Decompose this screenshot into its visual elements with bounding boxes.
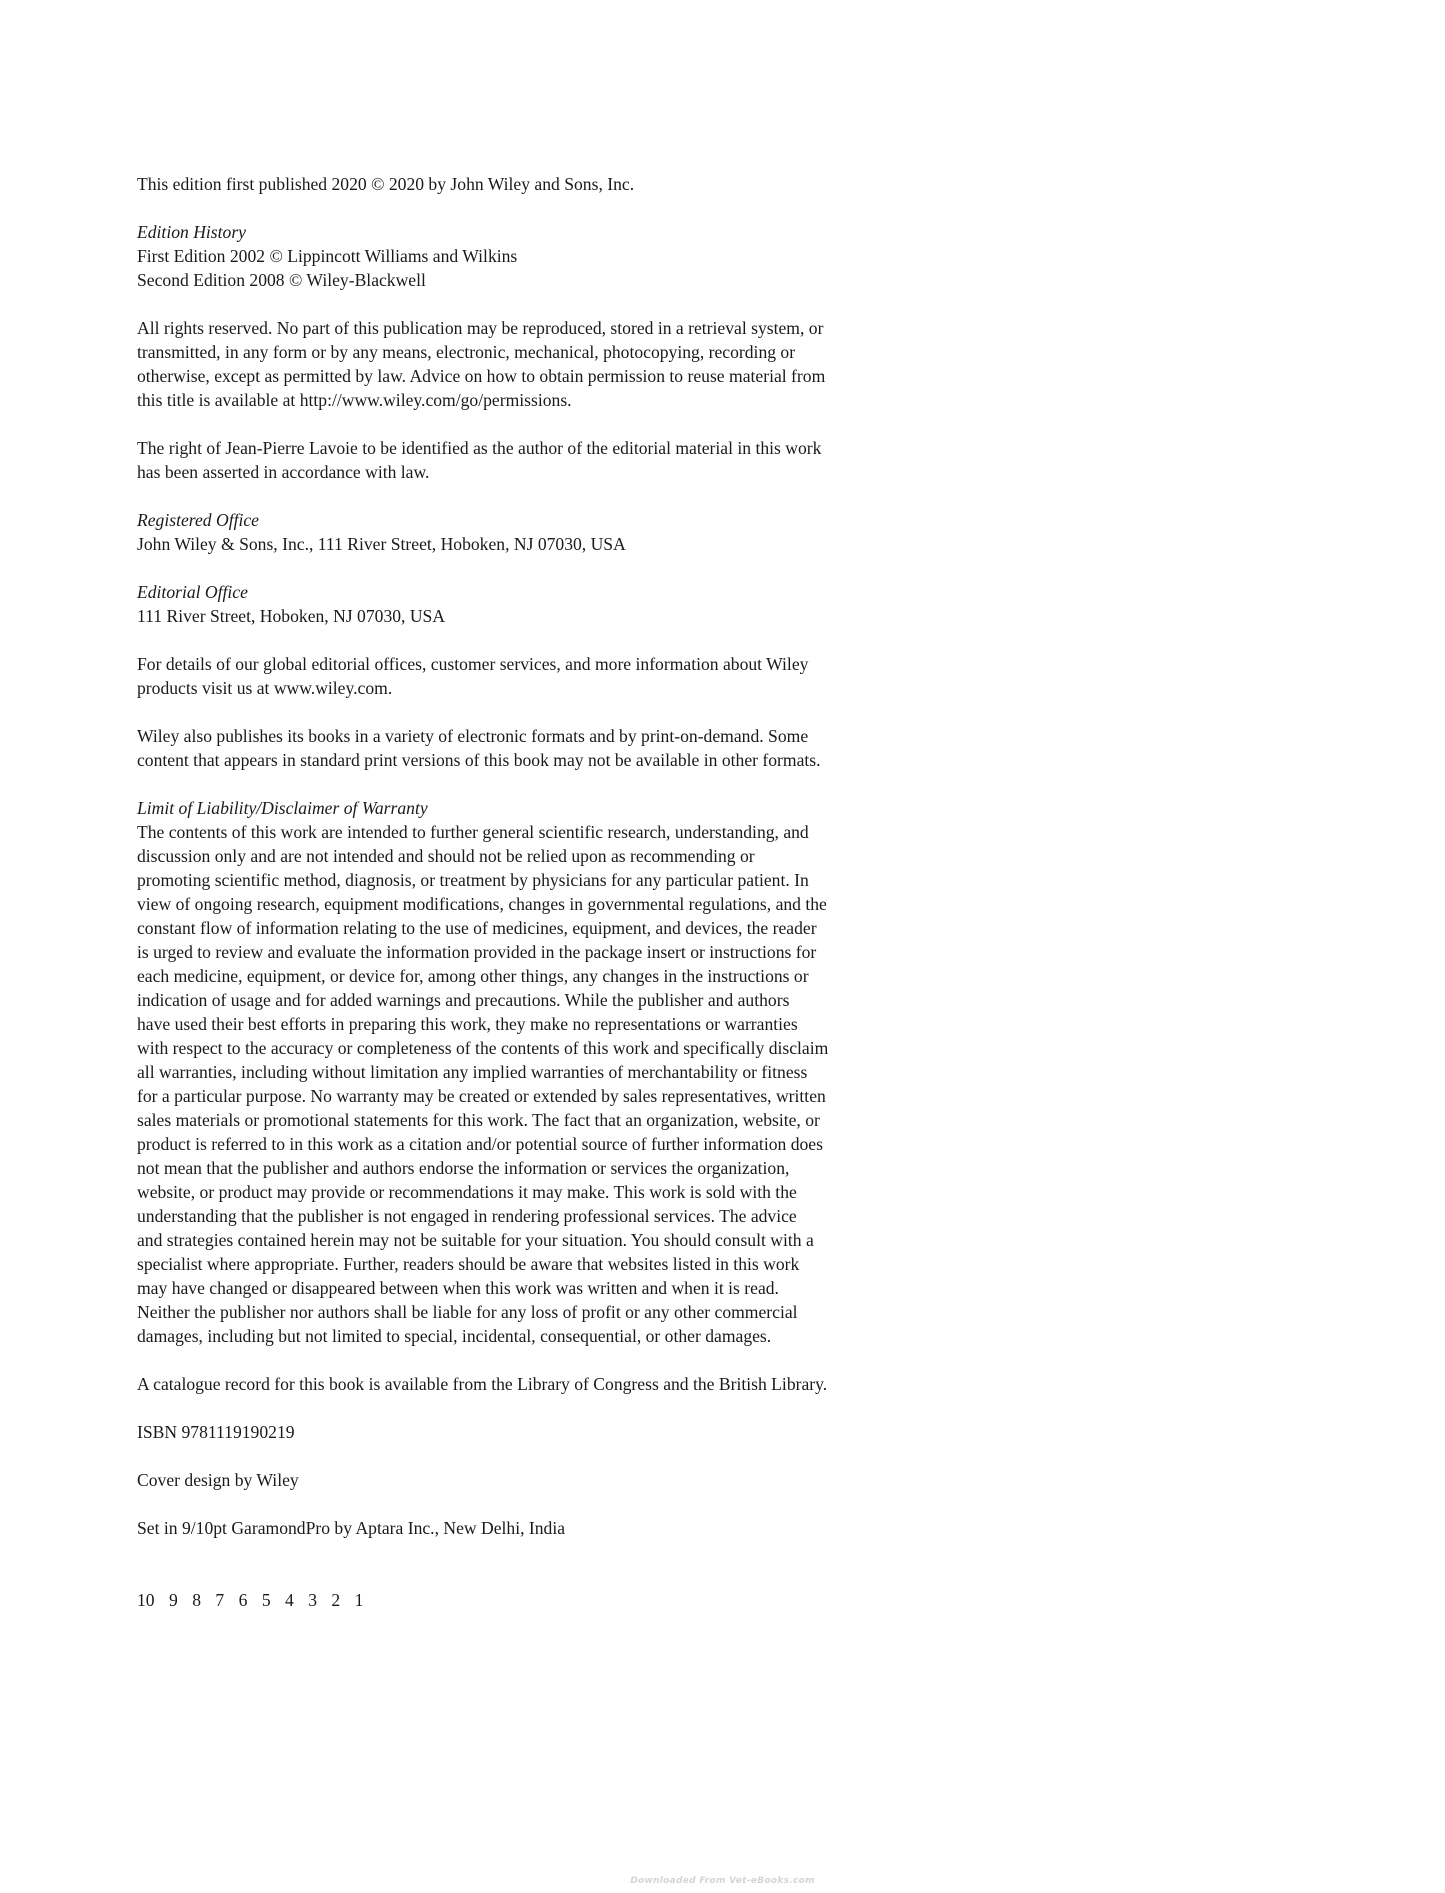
paragraph-line: specialist where appropriate. Further, readers should be aware that websites listed in this work: [137, 1254, 800, 1274]
paragraph-line: The contents of this work are intended to further general scientific research, understanding, and: [137, 822, 809, 842]
paragraph-line: content that appears in standard print versions of this book may not be available in other formats.: [137, 750, 821, 770]
liability-heading: Limit of Liability/Disclaimer of Warranty: [137, 798, 428, 818]
edition-history-heading: Edition History: [137, 222, 246, 242]
paragraph-line: product is referred to in this work as a citation and/or potential source of further information does: [137, 1134, 823, 1154]
paragraph-line: All rights reserved. No part of this publication may be reproduced, stored in a retrieval system, or: [137, 318, 824, 338]
rights-reserved-paragraph: [137, 316, 877, 412]
print-number: 10: [137, 1590, 155, 1610]
paragraph-line: For details of our global editorial offices, customer services, and more information about Wiley: [137, 654, 809, 674]
paragraph-line: may have changed or disappeared between when this work was written and when it is read.: [137, 1278, 779, 1298]
paragraph-line: indication of usage and for added warnings and precautions. While the publisher and authors: [137, 990, 790, 1010]
paragraph-line: sales materials or promotional statements for this work. The fact that an organization, website, or: [137, 1110, 820, 1130]
paragraph-line: Wiley also publishes its books in a variety of electronic formats and by print-on-demand. Some: [137, 726, 809, 746]
print-number: 9: [169, 1590, 178, 1610]
print-number: 4: [285, 1590, 294, 1610]
paragraph-line: promoting scientific method, diagnosis, or treatment by physicians for any particular patient. In: [137, 870, 809, 890]
copyright-page: [137, 172, 877, 1612]
paragraph-line: has been asserted in accordance with law.: [137, 462, 430, 482]
editorial-office: [137, 580, 877, 628]
paragraph-line: transmitted, in any form or by any means, electronic, mechanical, photocopying, recording or: [137, 342, 796, 362]
paragraph-line: and strategies contained herein may not be suitable for your situation. You should consult with a: [137, 1230, 814, 1250]
first-published-statement: This edition first published 2020 © 2020 by John Wiley and Sons, Inc.: [137, 174, 635, 194]
paragraph-line: this title is available at http://www.wiley.com/go/permissions.: [137, 390, 572, 410]
global-offices-paragraph: [137, 652, 877, 700]
editorial-office-address: 111 River Street, Hoboken, NJ 07030, USA: [137, 606, 446, 626]
edition-line: Second Edition 2008 © Wiley-Blackwell: [137, 270, 426, 290]
paragraph-line: discussion only and are not intended and should not be relied upon as recommending or: [137, 846, 755, 866]
print-number: 1: [354, 1590, 364, 1610]
print-number: 2: [331, 1590, 341, 1610]
typeset-credit: Set in 9/10pt GaramondPro by Aptara Inc., New Delhi, India: [137, 1518, 566, 1538]
paragraph-line: not mean that the publisher and authors endorse the information or services the organization,: [137, 1158, 790, 1178]
paragraph-line: Neither the publisher nor authors shall be liable for any loss of profit or any other commercial: [137, 1302, 798, 1322]
paragraph-line: understanding that the publisher is not engaged in rendering professional services. The advice: [137, 1206, 797, 1226]
paragraph-line: constant flow of information relating to the use of medicines, equipment, and devices, the reader: [137, 918, 817, 938]
paragraph-line: for a particular purpose. No warranty may be created or extended by sales representatives, written: [137, 1086, 826, 1106]
paragraph-line: damages, including but not limited to special, incidental, consequential, or other damages.: [137, 1326, 772, 1346]
print-number: 3: [308, 1590, 318, 1610]
paragraph-line: is urged to review and evaluate the information provided in the package insert or instructions for: [137, 942, 817, 962]
paragraph-line: The right of Jean-Pierre Lavoie to be identified as the author of the editorial material in this work: [137, 438, 822, 458]
print-number: 7: [215, 1590, 225, 1610]
paragraph-line: products visit us at www.wiley.com.: [137, 678, 393, 698]
registered-office: [137, 508, 877, 556]
edition-history: [137, 220, 877, 292]
edition-line: First Edition 2002 © Lippincott Williams and Wilkins: [137, 246, 518, 266]
formats-paragraph: [137, 724, 877, 772]
paragraph-line: view of ongoing research, equipment modifications, changes in governmental regulations, and the: [137, 894, 827, 914]
registered-office-heading: Registered Office: [137, 510, 259, 530]
paragraph-line: have used their best efforts in preparing this work, they make no representations or warranties: [137, 1014, 798, 1034]
paragraph-line: website, or product may provide or recommendations it may make. This work is sold with the: [137, 1182, 797, 1202]
catalogue-record: A catalogue record for this book is available from the Library of Congress and the British Library.: [137, 1374, 828, 1394]
registered-office-address: John Wiley & Sons, Inc., 111 River Street, Hoboken, NJ 07030, USA: [137, 534, 626, 554]
print-number: 5: [261, 1590, 271, 1610]
paragraph-line: all warranties, including without limitation any implied warranties of merchantability or fitness: [137, 1062, 808, 1082]
download-watermark: Downloaded From Vet-eBooks.com: [630, 1876, 815, 1886]
print-number: 8: [192, 1590, 201, 1610]
isbn: ISBN 9781119190219: [137, 1422, 295, 1442]
print-number: 6: [238, 1590, 248, 1610]
author-right-paragraph: [137, 436, 877, 484]
liability-disclaimer: [137, 796, 877, 1348]
paragraph-line: with respect to the accuracy or completeness of the contents of this work and specifically disclaim: [137, 1038, 829, 1058]
cover-design-credit: Cover design by Wiley: [137, 1470, 299, 1490]
editorial-office-heading: Editorial Office: [137, 582, 248, 602]
paragraph-line: each medicine, equipment, or device for, among other things, any changes in the instructions or: [137, 966, 809, 986]
paragraph-line: otherwise, except as permitted by law. Advice on how to obtain permission to reuse material from: [137, 366, 826, 386]
printing-number-line: [137, 1588, 877, 1612]
